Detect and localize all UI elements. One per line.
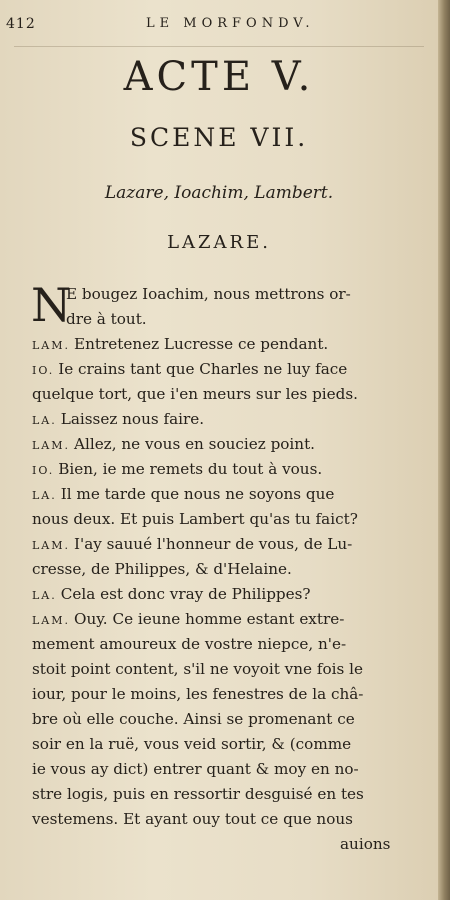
line-text: cresse, de Philippes, & d'Helaine. — [32, 560, 292, 578]
page-number: 412 — [6, 16, 36, 32]
text-line — [32, 707, 355, 732]
speaker-tag: LA. — [32, 414, 57, 427]
header-rule — [14, 46, 424, 47]
speaker-tag: LAM. — [32, 614, 71, 627]
scene-title: SCENE VII. — [129, 123, 309, 152]
speaker-tag: IO. — [32, 364, 55, 377]
line-text: iour, pour le moins, les fenestres de la châ- — [32, 685, 364, 703]
speaker-tag: LA. — [32, 589, 57, 602]
speaker-tag: LA. — [32, 489, 57, 502]
speaker-tag: IO. — [32, 464, 55, 477]
line-text: dre à tout. — [66, 310, 147, 328]
running-title: LE MORFONDV. — [146, 16, 315, 31]
text-line — [32, 457, 322, 483]
line-text: ie vous ay dict) entrer quant & moy en no- — [32, 760, 359, 778]
line-text: nous deux. Et puis Lambert qu'as tu faict? — [32, 510, 358, 528]
line-text: stre logis, puis en ressortir desguisé en tes — [32, 785, 364, 803]
text-line — [32, 582, 311, 608]
line-text: Il me tarde que nous ne soyons que — [60, 485, 335, 503]
catchword-text: auions — [340, 835, 391, 853]
line-text: stoit point content, s'il ne voyoit vne fois le — [32, 660, 363, 678]
line-text: bre où elle couche. Ainsi se promenant ce — [32, 710, 355, 728]
act-title: ACTE V. — [123, 54, 315, 100]
line-text: soir en la ruë, vous veid sortir, & (comme — [32, 735, 352, 753]
text-line — [32, 482, 334, 508]
text-line — [32, 407, 204, 433]
line-text: E bougez Ioachim, nous mettrons or- — [66, 285, 351, 303]
character-list: Lazare, Ioachim, Lambert. — [104, 183, 334, 203]
text-line — [32, 357, 347, 383]
text-line — [66, 307, 147, 332]
text-line — [32, 782, 364, 807]
text-line — [32, 757, 359, 782]
text-line — [32, 432, 315, 458]
speaker-tag: LAM. — [32, 539, 71, 552]
speaker-tag: LAM. — [32, 339, 71, 352]
line-text: Ouy. Ce ieune homme estant extre- — [74, 610, 345, 628]
page-header — [6, 12, 426, 36]
line-text: Laissez nous faire. — [60, 410, 205, 428]
speaker-tag: LAM. — [32, 439, 71, 452]
text-line — [32, 507, 358, 532]
drop-cap: N — [31, 278, 72, 332]
text-line — [32, 632, 346, 657]
text-line — [32, 732, 351, 757]
text-line — [32, 382, 358, 407]
text-line — [32, 807, 353, 832]
line-text: Ie crains tant que Charles ne luy face — [58, 360, 348, 378]
catchword — [340, 832, 390, 857]
speaker-heading: LAZARE. — [167, 232, 271, 253]
text-line — [32, 657, 363, 682]
line-text: quelque tort, que i'en meurs sur les pieds. — [32, 385, 358, 403]
line-text: Entretenez Lucresse ce pendant. — [74, 335, 329, 353]
line-text: mement amoureux de vostre niepce, n'e- — [32, 635, 347, 653]
line-text: Cela est donc vray de Philippes? — [60, 585, 311, 603]
line-text: I'ay sauué l'honneur de vous, de Lu- — [74, 535, 353, 553]
text-line — [66, 282, 351, 307]
line-text: Bien, ie me remets du tout à vous. — [58, 460, 323, 478]
book-gutter — [438, 0, 450, 900]
text-line — [32, 557, 292, 582]
text-line — [32, 682, 363, 707]
line-text: vestemens. Et ayant ouy tout ce que nous — [32, 810, 353, 828]
text-line — [32, 332, 328, 358]
line-text: Allez, ne vous en souciez point. — [74, 435, 315, 453]
text-line — [32, 532, 352, 558]
text-line — [32, 607, 344, 633]
